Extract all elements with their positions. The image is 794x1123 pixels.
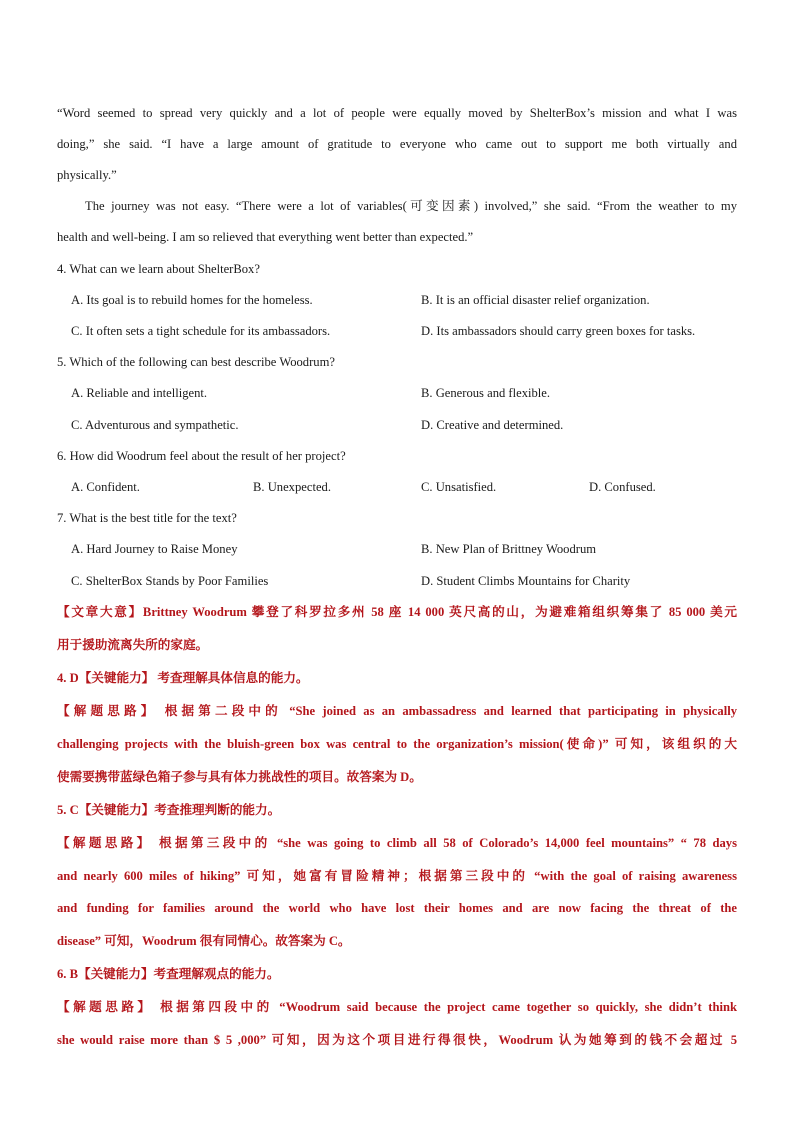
option-c: C. Unsatisfied. — [421, 480, 497, 494]
answer-4-heading: 4. D【关键能力】 考查理解具体信息的能力。 — [57, 671, 309, 685]
option-a: A. Its goal is to rebuild homes for the homeless. — [71, 293, 313, 307]
question-stem: 5. Which of the following can best describe Woodrum? — [57, 355, 335, 369]
option-b: B. New Plan of Brittney Woodrum — [421, 542, 597, 556]
passage-line: physically.” — [57, 168, 117, 182]
option-a: A. Hard Journey to Raise Money — [71, 542, 238, 556]
question-stem: 4. What can we learn about ShelterBox? — [57, 262, 260, 276]
question-stem: 6. How did Woodrum feel about the result of her project? — [57, 449, 346, 463]
passage-line: health and well-being. I am so relieved that everything went better than expected.” — [57, 230, 474, 244]
option-d: D. Its ambassadors should carry green boxes for tasks. — [421, 324, 696, 338]
passage-line: “Word seemed to spread very quickly and a lot of people were equally moved by ShelterBox’s mission and what I was — [57, 106, 737, 120]
answer-5-line: and funding for families around the world who have lost their homes and are now facing the threat of the — [57, 901, 737, 915]
summary-line: 用于援助流离失所的家庭。 — [57, 638, 209, 652]
answer-4-line: 【解题思路】 根据第二段中的 “She joined as an ambassadress and learned that participating in physically — [57, 704, 737, 718]
question-stem: 7. What is the best title for the text? — [57, 511, 237, 525]
option-b: B. Generous and flexible. — [421, 386, 551, 400]
option-d: D. Confused. — [589, 480, 656, 494]
answer-5-line: 【解题思路】 根据第三段中的 “she was going to climb all 58 of Colorado’s 14,000 feel mountains” “ 78 days — [57, 836, 737, 850]
answer-6-line: 【解题思路】 根据第四段中的 “Woodrum said because the project came together so quickly, she didn’t think — [57, 1000, 737, 1014]
option-b: B. It is an official disaster relief organization. — [421, 293, 650, 307]
passage-line: The journey was not easy. “There were a lot of variables(可变因素) involved,” she said. “From the weather to my — [85, 199, 737, 213]
answer-6-line: she would raise more than $ 5 ,000” 可知，因为这个项目进行得很快，Woodrum 认为她筹到的钱不会超过 5 — [57, 1033, 737, 1047]
answer-5-line: disease” 可知，Woodrum 很有同情心。故答案为 C。 — [57, 934, 351, 948]
option-a: A. Reliable and intelligent. — [71, 386, 208, 400]
passage-line: doing,” she said. “I have a large amount of gratitude to everyone who came out to support me both virtually and — [57, 137, 737, 151]
option-d: D. Student Climbs Mountains for Charity — [421, 574, 631, 588]
answer-5-heading: 5. C【关键能力】考查推理判断的能力。 — [57, 803, 281, 817]
option-c: C. ShelterBox Stands by Poor Families — [71, 574, 269, 588]
option-d: D. Creative and determined. — [421, 418, 564, 432]
option-b: B. Unexpected. — [253, 480, 331, 494]
summary-line: 【文章大意】Brittney Woodrum 攀登了科罗拉多州 58 座 14 000 英尺高的山，为避难箱组织筹集了 85 000 美元 — [57, 605, 737, 619]
answer-5-line: and nearly 600 miles of hiking” 可知，她富有冒险精神；根据第三段中的 “with the goal of raising awareness — [57, 869, 737, 883]
answer-4-line: 使需要携带蓝绿色箱子参与具有体力挑战性的项目。故答案为 D。 — [57, 770, 422, 784]
answer-4-line: challenging projects with the bluish-green box was central to the organization’s mission(使命)” 可知，该组织的大 — [57, 737, 737, 751]
answer-6-heading: 6. B【关键能力】考查理解观点的能力。 — [57, 967, 280, 981]
option-c: C. It often sets a tight schedule for its ambassadors. — [71, 324, 331, 338]
option-a: A. Confident. — [71, 480, 140, 494]
option-c: C. Adventurous and sympathetic. — [71, 418, 239, 432]
